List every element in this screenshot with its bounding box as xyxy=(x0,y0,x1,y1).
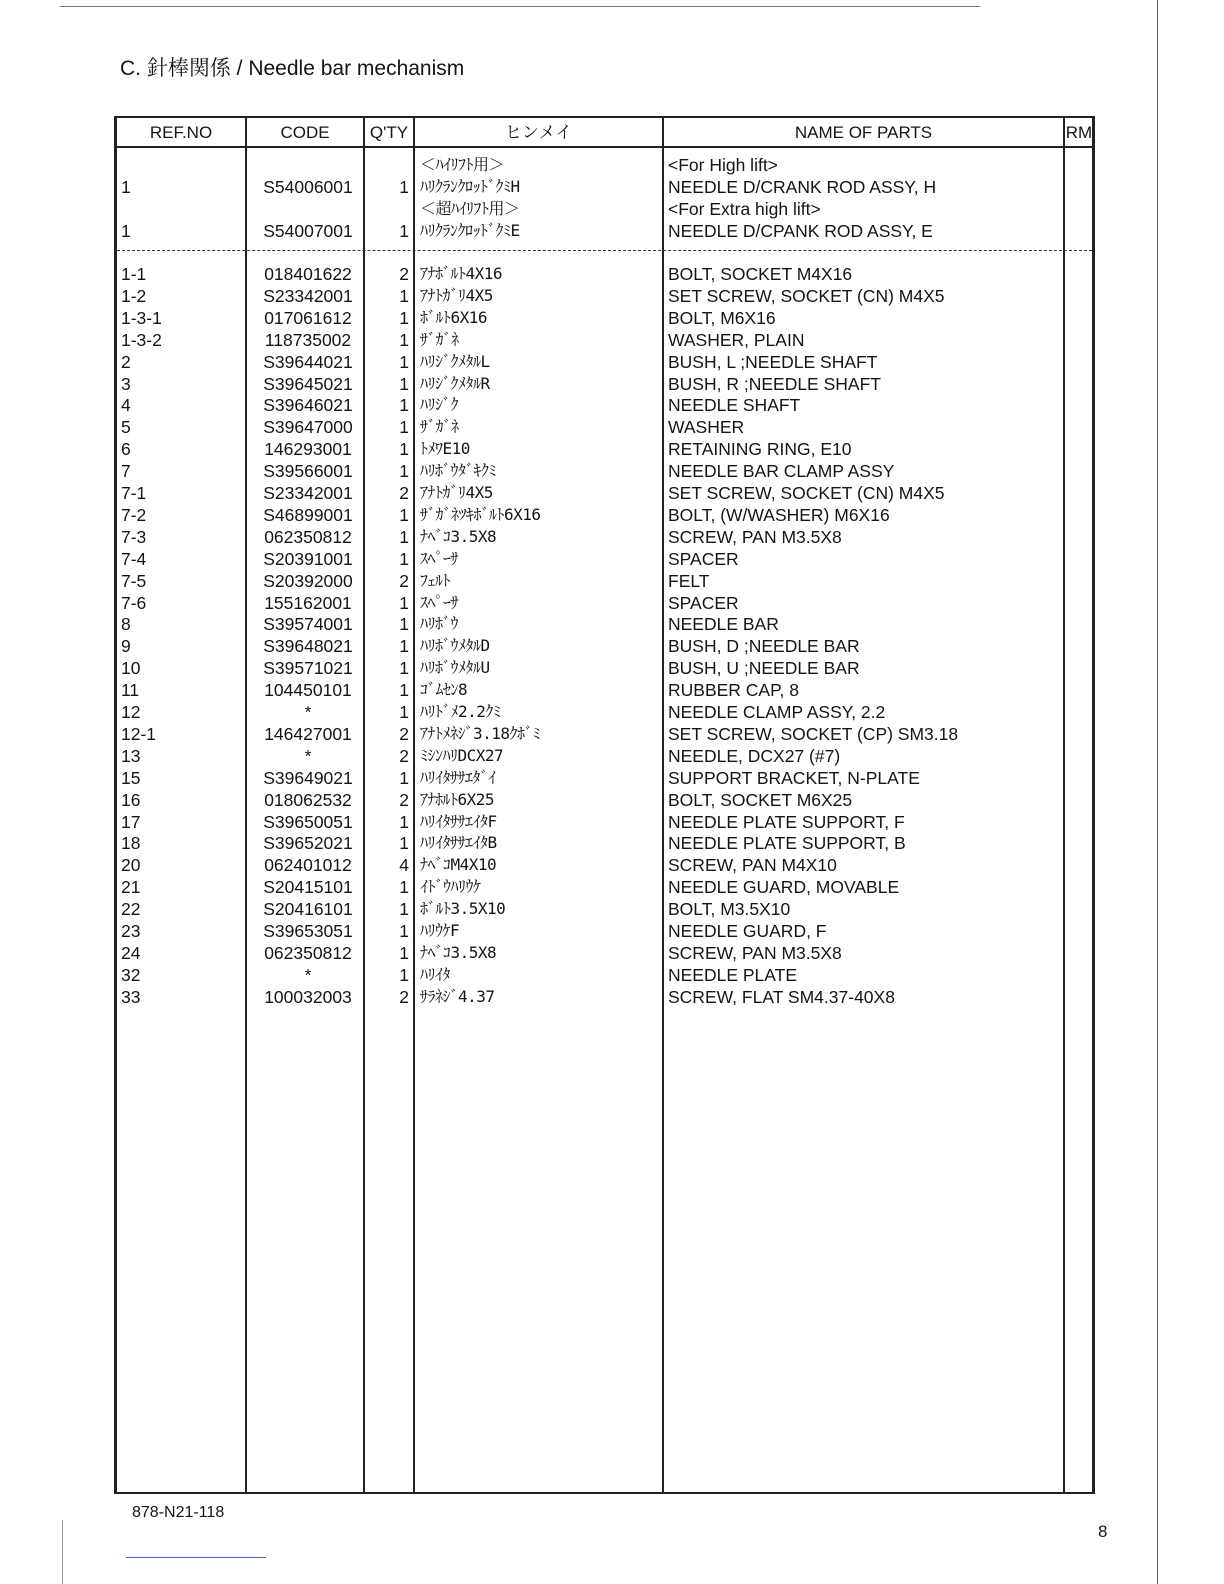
kana-name-cell: ﾊﾘｼﾞｸﾒﾀﾙR xyxy=(420,373,490,393)
qty-cell: 1 xyxy=(399,439,409,460)
ref-cell: 6 xyxy=(121,439,131,460)
code-cell: * xyxy=(304,964,312,985)
kana-name-cell: ｻﾞｶﾞﾈ xyxy=(420,417,459,437)
header-name: NAME OF PARTS xyxy=(794,123,933,142)
qty-cell: 1 xyxy=(399,177,409,197)
ref-cell: 20 xyxy=(121,855,141,876)
code-cell: S39566001 xyxy=(263,461,353,482)
part-name-cell: <For Extra high lift> xyxy=(668,199,821,219)
header-qty: Q'TY xyxy=(369,123,409,142)
kana-name-cell: ﾊﾘﾎﾞｳ xyxy=(420,614,459,634)
qty-cell: 1 xyxy=(399,592,409,613)
part-name-cell: SCREW, PAN M3.5X8 xyxy=(668,942,842,963)
kana-name-cell: ＜ﾊｲﾘﾌﾄ用＞ xyxy=(420,155,505,174)
kana-name-cell: ﾊﾘｸﾗﾝｸﾛｯﾄﾞｸﾐE xyxy=(420,221,520,240)
ref-cell: 11 xyxy=(121,680,140,701)
part-name-cell: NEEDLE, DCX27 (#7) xyxy=(668,745,841,766)
ref-cell: 16 xyxy=(121,789,141,810)
table-row xyxy=(117,767,1092,789)
kana-name-cell: ﾐｼﾝﾊﾘDCX27 xyxy=(420,745,504,765)
table-row xyxy=(117,263,1092,285)
part-name-cell: BUSH, R ;NEEDLE SHAFT xyxy=(668,373,881,394)
ref-cell: 1-3-1 xyxy=(121,307,162,328)
table-row xyxy=(117,176,1092,198)
part-name-cell: SET SCREW, SOCKET (CP) SM3.18 xyxy=(668,723,959,744)
kana-name-cell: ﾊﾘｼﾞｸ xyxy=(420,395,459,415)
ref-cell: 32 xyxy=(121,964,141,985)
qty-cell: 1 xyxy=(399,767,409,788)
section-separator xyxy=(117,250,1092,251)
ref-cell: 1-1 xyxy=(121,264,147,284)
code-cell: 155162001 xyxy=(264,592,352,613)
header-kana: ヒンメイ xyxy=(504,123,573,142)
table-row xyxy=(117,198,1092,220)
right-edge-rule xyxy=(1157,0,1158,1584)
ref-cell: 12 xyxy=(121,702,141,722)
code-cell: 146427001 xyxy=(264,723,352,744)
kana-name-cell: ﾌｪﾙﾄ xyxy=(420,570,451,590)
ref-cell: 8 xyxy=(121,614,131,635)
qty-cell: 2 xyxy=(399,745,409,766)
table-row xyxy=(117,438,1092,460)
code-cell: S20415101 xyxy=(263,877,353,898)
part-name-cell: NEEDLE BAR CLAMP ASSY xyxy=(668,461,895,482)
bottom-rule xyxy=(126,1557,266,1558)
table-row xyxy=(117,854,1092,876)
ref-cell: 1-3-2 xyxy=(121,329,162,350)
ref-cell: 15 xyxy=(121,767,141,788)
ref-cell: 7-3 xyxy=(121,526,147,547)
code-cell: S23342001 xyxy=(263,483,353,503)
code-cell: S39574001 xyxy=(263,614,353,635)
table-row xyxy=(117,285,1092,307)
ref-cell: 21 xyxy=(121,877,141,898)
ref-cell: 9 xyxy=(121,636,131,657)
ref-cell: 7-1 xyxy=(121,483,147,503)
kana-name-cell: ﾊﾘｲﾀ xyxy=(420,964,451,984)
part-name-cell: SPACER xyxy=(668,592,739,613)
ref-cell: 17 xyxy=(121,811,141,832)
top-rule xyxy=(60,6,980,7)
part-name-cell: NEEDLE PLATE xyxy=(668,964,798,985)
qty-cell: 1 xyxy=(399,899,409,920)
kana-name-cell: ﾊﾘｲﾀｻｻｴｲﾀF xyxy=(420,811,497,831)
kana-name-cell: ｻﾞｶﾞﾈﾂｷﾎﾞﾙﾄ6X16 xyxy=(420,504,541,524)
part-name-cell: NEEDLE SHAFT xyxy=(668,395,801,416)
table-row xyxy=(117,548,1092,570)
ref-cell: 5 xyxy=(121,417,131,438)
qty-cell: 1 xyxy=(399,833,409,854)
kana-name-cell: ｱﾅﾎﾞﾙﾄ4X16 xyxy=(420,264,503,283)
qty-cell: 1 xyxy=(399,417,409,438)
table-row xyxy=(117,898,1092,920)
table-row xyxy=(117,986,1092,1008)
table-row xyxy=(117,679,1092,701)
part-name-cell: NEEDLE D/CRANK ROD ASSY, H xyxy=(668,177,937,197)
part-name-cell: FELT xyxy=(668,570,710,591)
ref-cell: 22 xyxy=(121,899,141,920)
qty-cell: 1 xyxy=(399,548,409,569)
kana-name-cell: ﾊﾘﾎﾞｳﾀﾞｷｸﾐ xyxy=(420,461,497,481)
part-name-cell: NEEDLE D/CPANK ROD ASSY, E xyxy=(668,221,933,241)
table-row xyxy=(117,613,1092,635)
qty-cell: 1 xyxy=(399,680,409,701)
part-name-cell: RUBBER CAP, 8 xyxy=(668,680,799,701)
qty-cell: 2 xyxy=(399,789,409,810)
header-ref: REF.NO xyxy=(149,123,213,142)
code-cell: S39652021 xyxy=(263,833,353,854)
qty-cell: 1 xyxy=(399,942,409,963)
part-name-cell: WASHER xyxy=(668,417,745,438)
table-row xyxy=(117,482,1092,504)
part-name-cell: SET SCREW, SOCKET (CN) M4X5 xyxy=(668,483,945,503)
part-name-cell: BOLT, (W/WASHER) M6X16 xyxy=(668,504,890,525)
code-cell: 062350812 xyxy=(264,942,352,963)
code-cell: S54007001 xyxy=(263,221,353,241)
kana-name-cell: ｻﾗﾈｼﾞ4.37 xyxy=(420,986,495,1006)
qty-cell: 2 xyxy=(399,483,409,503)
code-cell: S20416101 xyxy=(263,899,353,920)
kana-name-cell: ｲﾄﾞｳﾊﾘｳｹ xyxy=(420,877,481,897)
qty-cell: 1 xyxy=(399,504,409,525)
ref-cell: 1 xyxy=(121,177,131,197)
kana-name-cell: ｱﾅﾄｶﾞﾘ4X5 xyxy=(420,483,493,502)
table-row xyxy=(117,964,1092,986)
table-row xyxy=(117,351,1092,373)
ref-cell: 12-1 xyxy=(121,723,157,744)
qty-cell: 2 xyxy=(399,986,409,1007)
part-name-cell: BOLT, M6X16 xyxy=(668,307,776,328)
code-cell: * xyxy=(304,745,312,766)
table-row xyxy=(117,504,1092,526)
table-row xyxy=(117,394,1092,416)
part-name-cell: NEEDLE CLAMP ASSY, 2.2 xyxy=(668,702,886,722)
table-row xyxy=(117,329,1092,351)
table-row xyxy=(117,657,1092,679)
page-title: C. 針棒関係 / Needle bar mechanism xyxy=(120,57,465,80)
ref-cell: 33 xyxy=(121,986,141,1007)
kana-name-cell: ｱﾅﾄﾒﾈｼﾞ3.18ｸﾎﾞﾐ xyxy=(420,723,541,743)
kana-name-cell: ﾊﾘﾎﾞｳﾒﾀﾙD xyxy=(420,636,490,656)
table-row xyxy=(117,920,1092,942)
qty-cell: 1 xyxy=(399,811,409,832)
part-name-cell: BOLT, SOCKET M4X16 xyxy=(668,264,853,284)
table-row xyxy=(117,811,1092,833)
part-name-cell: BOLT, M3.5X10 xyxy=(668,899,791,920)
kana-name-cell: ﾅﾍﾞｺ3.5X8 xyxy=(420,526,497,546)
kana-name-cell: ﾄﾒﾜE10 xyxy=(420,439,470,459)
code-cell: 018401622 xyxy=(264,264,352,284)
code-cell: 146293001 xyxy=(264,439,352,460)
qty-cell: 1 xyxy=(399,658,409,679)
table-row xyxy=(117,789,1092,811)
qty-cell: 1 xyxy=(399,526,409,547)
part-name-cell: SPACER xyxy=(668,548,739,569)
document-code: 878-N21-118 xyxy=(132,1504,225,1521)
ref-cell: 1 xyxy=(121,221,131,241)
ref-cell: 7-6 xyxy=(121,592,147,613)
qty-cell: 1 xyxy=(399,921,409,941)
part-name-cell: SUPPORT BRACKET, N-PLATE xyxy=(668,767,920,788)
table-row xyxy=(117,942,1092,964)
table-row xyxy=(117,745,1092,767)
table-row xyxy=(117,220,1092,242)
kana-name-cell: ﾎﾞﾙﾄ6X16 xyxy=(420,307,488,327)
code-cell: 017061612 xyxy=(264,307,352,328)
code-cell: S39644021 xyxy=(263,351,353,372)
kana-name-cell: ﾊﾘｳｹF xyxy=(420,921,460,940)
table-row xyxy=(117,876,1092,898)
ref-cell: 23 xyxy=(121,921,141,941)
code-cell: S39650051 xyxy=(263,811,353,832)
qty-cell: 1 xyxy=(399,614,409,635)
qty-cell: 1 xyxy=(399,395,409,416)
table-row xyxy=(117,592,1092,614)
part-name-cell: BUSH, D ;NEEDLE BAR xyxy=(668,636,860,657)
code-cell: S54006001 xyxy=(263,177,353,197)
kana-name-cell: ﾊﾘﾎﾞｳﾒﾀﾙU xyxy=(420,658,490,678)
kana-name-cell: ｽﾍﾟｰｻ xyxy=(420,592,459,612)
kana-name-cell: ｽﾍﾟｰｻ xyxy=(420,548,459,568)
table-row xyxy=(117,307,1092,329)
parts-table xyxy=(114,116,1095,1494)
code-cell: 062350812 xyxy=(264,526,352,547)
part-name-cell: SCREW, FLAT SM4.37-40X8 xyxy=(668,986,895,1007)
ref-cell: 2 xyxy=(121,351,131,372)
qty-cell: 4 xyxy=(399,855,409,876)
part-name-cell: NEEDLE PLATE SUPPORT, B xyxy=(668,833,906,854)
code-cell: 100032003 xyxy=(264,986,352,1007)
qty-cell: 1 xyxy=(399,351,409,372)
ref-cell: 4 xyxy=(121,395,131,416)
kana-name-cell: ﾊﾘｸﾗﾝｸﾛｯﾄﾞｸﾐH xyxy=(420,177,520,196)
ref-cell: 13 xyxy=(121,745,141,766)
part-name-cell: BUSH, U ;NEEDLE BAR xyxy=(668,658,860,679)
qty-cell: 2 xyxy=(399,264,409,284)
ref-cell: 1-2 xyxy=(121,285,147,306)
table-row xyxy=(117,723,1092,745)
page-number: 8 xyxy=(1098,1522,1108,1541)
part-name-cell: <For High lift> xyxy=(668,155,778,175)
ref-cell: 7-4 xyxy=(121,548,147,569)
kana-name-cell: ﾊﾘｲﾀｻｻｴｲﾀB xyxy=(420,833,497,853)
table-row xyxy=(117,154,1092,176)
code-cell: 118735002 xyxy=(264,329,352,350)
header-rm: RM xyxy=(1065,123,1093,142)
part-name-cell: SCREW, PAN M3.5X8 xyxy=(668,526,842,547)
part-name-cell: SCREW, PAN M4X10 xyxy=(668,855,837,876)
header-code: CODE xyxy=(280,123,330,142)
header-rule xyxy=(117,146,1092,148)
qty-cell: 1 xyxy=(399,221,409,241)
part-name-cell: BOLT, SOCKET M6X25 xyxy=(668,789,853,810)
table-row xyxy=(117,832,1092,854)
code-cell: S39571021 xyxy=(263,658,353,679)
table-row xyxy=(117,416,1092,438)
ref-cell: 24 xyxy=(121,942,141,963)
kana-name-cell: ｱﾅﾎﾙﾄ6X25 xyxy=(420,789,495,809)
left-edge-rule xyxy=(62,1520,63,1584)
code-cell: S39646021 xyxy=(263,395,353,416)
qty-cell: 1 xyxy=(399,964,409,985)
qty-cell: 1 xyxy=(399,373,409,394)
qty-cell: 2 xyxy=(399,723,409,744)
ref-cell: 3 xyxy=(121,373,131,394)
kana-name-cell: ﾊﾘｼﾞｸﾒﾀﾙL xyxy=(420,351,490,371)
part-name-cell: NEEDLE GUARD, MOVABLE xyxy=(668,877,900,898)
code-cell: S39653051 xyxy=(263,921,353,941)
kana-name-cell: ﾊﾘｲﾀｻｻｴﾀﾞｲ xyxy=(420,767,496,787)
kana-name-cell: ｱﾅﾄｶﾞﾘ4X5 xyxy=(420,285,493,305)
code-cell: S20392000 xyxy=(263,570,353,591)
kana-name-cell: ｺﾞﾑｾﾝ8 xyxy=(420,680,468,700)
part-name-cell: NEEDLE GUARD, F xyxy=(668,921,827,941)
qty-cell: 1 xyxy=(399,877,409,898)
kana-name-cell: ＜超ﾊｲﾘﾌﾄ用＞ xyxy=(420,199,520,218)
code-cell: 062401012 xyxy=(264,855,352,876)
code-cell: S46899001 xyxy=(263,504,353,525)
code-cell: S39649021 xyxy=(263,767,353,788)
part-name-cell: WASHER, PLAIN xyxy=(668,329,805,350)
ref-cell: 7-5 xyxy=(121,570,147,591)
code-cell: S20391001 xyxy=(263,548,353,569)
table-row xyxy=(117,526,1092,548)
table-row xyxy=(117,701,1092,723)
table-row xyxy=(117,460,1092,482)
qty-cell: 1 xyxy=(399,702,409,722)
qty-cell: 1 xyxy=(399,329,409,350)
code-cell: S39648021 xyxy=(263,636,353,657)
ref-cell: 10 xyxy=(121,658,141,679)
part-name-cell: RETAINING RING, E10 xyxy=(668,439,852,460)
ref-cell: 18 xyxy=(121,833,141,854)
qty-cell: 1 xyxy=(399,461,409,482)
part-name-cell: SET SCREW, SOCKET (CN) M4X5 xyxy=(668,285,945,306)
kana-name-cell: ﾅﾍﾞｺ3.5X8 xyxy=(420,942,497,962)
code-cell: 018062532 xyxy=(264,789,352,810)
code-cell: S39645021 xyxy=(263,373,353,394)
kana-name-cell: ﾎﾞﾙﾄ3.5X10 xyxy=(420,899,506,919)
part-name-cell: NEEDLE BAR xyxy=(668,614,779,635)
kana-name-cell: ﾅﾍﾞｺM4X10 xyxy=(420,855,497,875)
qty-cell: 1 xyxy=(399,285,409,306)
ref-cell: 7-2 xyxy=(121,504,147,525)
table-row xyxy=(117,635,1092,657)
qty-cell: 1 xyxy=(399,307,409,328)
code-cell: S39647000 xyxy=(263,417,353,438)
kana-name-cell: ｻﾞｶﾞﾈ xyxy=(420,329,459,349)
code-cell: 104450101 xyxy=(264,680,352,701)
code-cell: S23342001 xyxy=(263,285,353,306)
table-row xyxy=(117,570,1092,592)
ref-cell: 7 xyxy=(121,461,131,482)
code-cell: * xyxy=(304,702,312,722)
kana-name-cell: ﾊﾘﾄﾞﾒ2.2ｸﾐ xyxy=(420,702,501,721)
table-row xyxy=(117,373,1092,395)
part-name-cell: NEEDLE PLATE SUPPORT, F xyxy=(668,811,905,832)
qty-cell: 2 xyxy=(399,570,409,591)
part-name-cell: BUSH, L ;NEEDLE SHAFT xyxy=(668,351,878,372)
qty-cell: 1 xyxy=(399,636,409,657)
